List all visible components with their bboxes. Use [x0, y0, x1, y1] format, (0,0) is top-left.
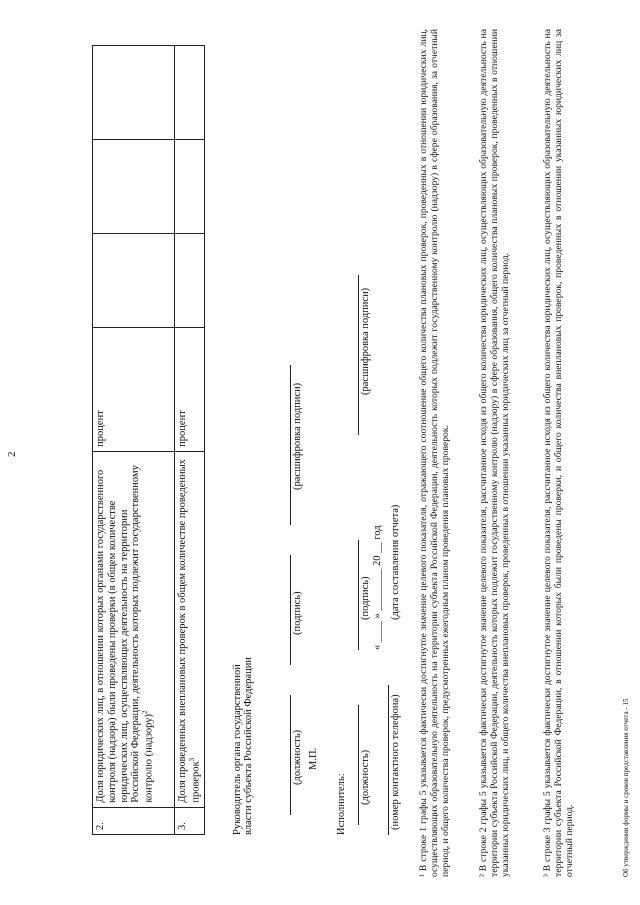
table-row	[93, 46, 175, 835]
row-number: 2.	[93, 807, 175, 834]
signature-caption: (подпись)	[292, 591, 303, 635]
row-number: 3.	[175, 807, 205, 834]
exec-decoding-caption: (расшифровка подписи)	[360, 287, 371, 395]
footnote-1: ¹ В строке 1 графы 5 указывается фактически достигнутое значение целевого показателя, отражающего соотношение общего количества плановых проверок, проведенных в отношении юридических лиц, осуществляющих образовательную деятельность на территории субъекта Российской Федерации, деятельность которых подлежит государственному контролю (надзору) в сфере образования, за отчетный период, и общего количества проверок, предусмотренных ежегодным планом проведения плановых проверок.	[418, 29, 452, 877]
row-unit: процент	[93, 328, 175, 452]
row-indicator-name: Доля юридических лиц, в отношении которых органами государственного контроля (надзора) были проведены проверки (в общем количестве юридических лиц, осуществляющих деятельность на территории Российской Федерации, деятельность которых подлежит государственному контролю (надзору)$^2$	[93, 451, 175, 807]
footnote-3: ³ В строке 3 графы 5 указывается фактически достигнутое значение целевого показателя, рассчитанное исходя из общего количества юридических лиц, осуществляющих образовательную деятельность на территории субъекта Российской Федерации, в отношении которых были проведены проверки, и общего количества внеплановых проверок, проведенных в отношении указанных юридических лиц за отчетный период.	[542, 29, 576, 877]
row-cell	[175, 234, 205, 328]
table-row	[175, 46, 205, 835]
footnote-2: ² В строке 2 графы 5 указывается фактически достигнутое значение целевого показателя, рассчитанное исходя из общего количества юридических лиц, осуществляющих образовательную деятельность на территории субъекта Российской Федерации, деятельность которых подлежит государственному контролю (надзору) в сфере образования, общего количества плановых проверок, проведенных в отношении указанных юридических лиц, и общего количества внеплановых проверок, проведенных в отношении указанных юридических лиц за отчетный период.	[478, 29, 512, 877]
exec-signature-caption: (подпись)	[360, 576, 371, 620]
stamp-mark: М.П.	[308, 747, 319, 770]
approved-note: Об утверждении формы и сроков представления отчета - 15	[622, 698, 630, 877]
phone-caption: (номер контактного телефона)	[390, 694, 401, 830]
row-cell	[93, 140, 175, 234]
row-unit: процент	[175, 328, 205, 452]
row-cell	[93, 234, 175, 328]
exec-signature-line	[358, 540, 359, 650]
exec-position-line	[358, 705, 359, 825]
indicators-table	[92, 45, 205, 835]
row-cell	[175, 140, 205, 234]
page-number: 2	[6, 451, 18, 457]
decoding-line	[290, 365, 291, 525]
date-line: « ____ » ________ 20 __ год	[372, 525, 383, 650]
signature-line	[290, 555, 291, 665]
row-cell	[93, 46, 175, 140]
head-label: Руководитель органа государственной власти субъекта Российской Федерации	[232, 657, 254, 835]
exec-decoding-line	[358, 275, 359, 435]
executor-label: Исполнитель:	[336, 773, 347, 835]
decoding-caption: (расшифровка подписи)	[292, 382, 303, 490]
position-line	[290, 695, 291, 815]
row-indicator-name: Доля проведенных внеплановых проверок в общем количестве проведенных проверок$^3$	[175, 451, 205, 807]
exec-position-caption: (должность)	[360, 749, 371, 805]
row-cell	[175, 46, 205, 140]
position-caption: (должность)	[292, 729, 303, 785]
phone-line	[388, 685, 389, 835]
date-caption: (дата составления отчета)	[390, 504, 401, 620]
